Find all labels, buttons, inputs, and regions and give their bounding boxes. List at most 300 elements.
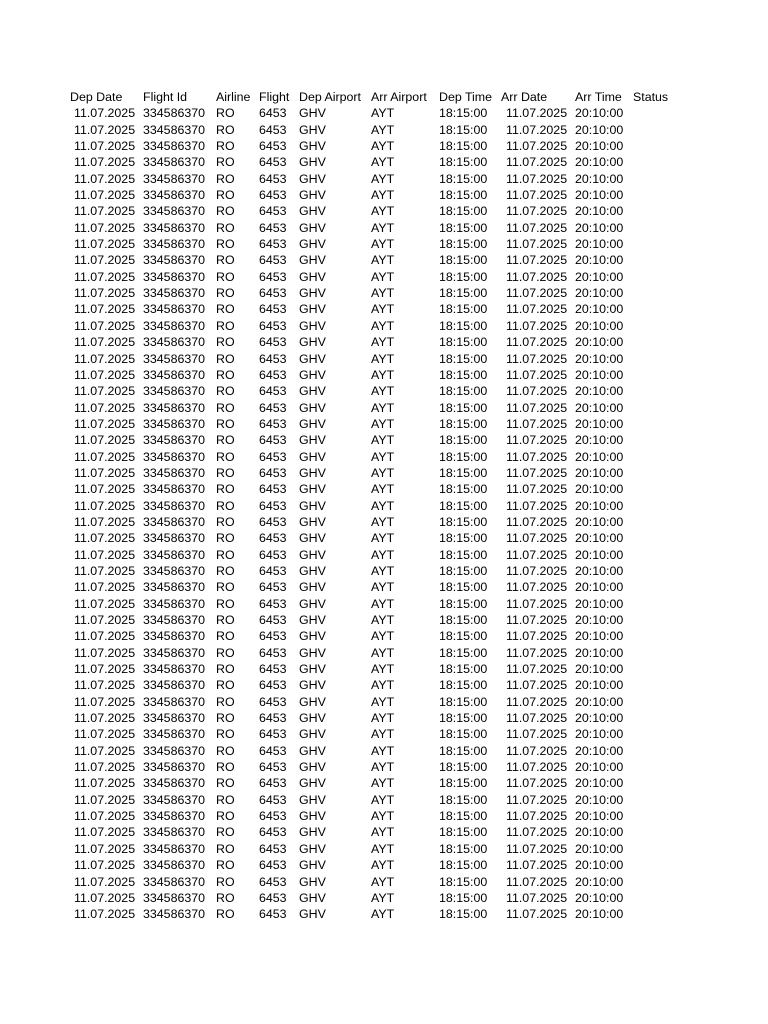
cell-flight: 6453 xyxy=(259,269,287,284)
cell-arr-date: 11.07.2025 xyxy=(506,809,568,824)
cell-dep-date: 11.07.2025 xyxy=(74,563,136,578)
cell-arr-date: 11.07.2025 xyxy=(506,449,568,464)
cell-dep-airport: GHV xyxy=(299,760,326,775)
cell-arr-date: 11.07.2025 xyxy=(506,874,568,889)
cell-arr-date: 11.07.2025 xyxy=(506,318,568,333)
cell-arr-date: 11.07.2025 xyxy=(506,188,568,203)
cell-airline: RO xyxy=(216,286,235,301)
cell-dep-time: 18:15:00 xyxy=(439,318,488,333)
table-row xyxy=(0,596,768,612)
cell-dep-airport: GHV xyxy=(299,858,326,873)
cell-dep-time: 18:15:00 xyxy=(439,122,488,137)
cell-dep-airport: GHV xyxy=(299,711,326,726)
cell-flight-id: 334586370 xyxy=(143,514,206,529)
cell-dep-time: 18:15:00 xyxy=(439,188,488,203)
cell-arr-date: 11.07.2025 xyxy=(506,253,568,268)
cell-arr-date: 11.07.2025 xyxy=(506,907,568,922)
cell-dep-airport: GHV xyxy=(299,302,326,317)
cell-flight-id: 334586370 xyxy=(143,678,206,693)
table-row xyxy=(0,530,768,546)
cell-flight-id: 334586370 xyxy=(143,727,206,742)
cell-arr-date: 11.07.2025 xyxy=(506,776,568,791)
cell-flight-id: 334586370 xyxy=(143,711,206,726)
cell-arr-airport: AYT xyxy=(371,613,395,627)
cell-dep-airport: GHV xyxy=(299,367,326,382)
cell-flight-id: 334586370 xyxy=(143,482,206,497)
cell-dep-date: 11.07.2025 xyxy=(74,694,136,709)
cell-dep-airport: GHV xyxy=(299,139,326,154)
cell-arr-airport: AYT xyxy=(371,351,395,366)
cell-arr-date: 11.07.2025 xyxy=(506,400,568,415)
cell-arr-airport: AYT xyxy=(371,155,395,170)
cell-arr-airport: AYT xyxy=(371,465,395,480)
table-row xyxy=(0,334,768,350)
cell-airline: RO xyxy=(216,465,235,480)
cell-dep-time: 18:15:00 xyxy=(439,874,488,889)
cell-arr-date: 11.07.2025 xyxy=(506,302,568,317)
cell-dep-airport: GHV xyxy=(299,792,326,807)
cell-arr-time: 20:10:00 xyxy=(575,596,624,611)
cell-dep-airport: GHV xyxy=(299,629,326,644)
cell-flight: 6453 xyxy=(259,253,287,268)
cell-arr-date: 11.07.2025 xyxy=(506,547,568,562)
cell-dep-time: 18:15:00 xyxy=(439,433,488,448)
cell-flight: 6453 xyxy=(259,465,287,480)
cell-arr-airport: AYT xyxy=(371,318,395,333)
table-row xyxy=(0,628,768,644)
cell-arr-airport: AYT xyxy=(371,629,395,644)
cell-dep-airport: GHV xyxy=(299,514,326,529)
table-row xyxy=(0,792,768,808)
cell-dep-airport: GHV xyxy=(299,171,326,186)
cell-dep-time: 18:15:00 xyxy=(439,694,488,709)
cell-arr-time: 20:10:00 xyxy=(575,727,624,742)
cell-arr-date: 11.07.2025 xyxy=(506,351,568,366)
cell-arr-date: 11.07.2025 xyxy=(506,841,568,856)
cell-dep-date: 11.07.2025 xyxy=(74,874,136,889)
cell-arr-date: 11.07.2025 xyxy=(506,433,568,448)
cell-flight-id: 334586370 xyxy=(143,694,206,709)
cell-flight: 6453 xyxy=(259,662,287,677)
table-row xyxy=(0,220,768,236)
cell-arr-airport: AYT xyxy=(371,416,395,431)
cell-arr-date: 11.07.2025 xyxy=(506,269,568,284)
cell-flight-id: 334586370 xyxy=(143,629,206,644)
cell-arr-time: 20:10:00 xyxy=(575,286,624,301)
cell-flight: 6453 xyxy=(259,563,287,578)
cell-arr-time: 20:10:00 xyxy=(575,613,624,627)
cell-dep-time: 18:15:00 xyxy=(439,711,488,726)
table-row xyxy=(0,481,768,497)
table-row xyxy=(0,710,768,726)
cell-arr-time: 20:10:00 xyxy=(575,760,624,775)
cell-dep-airport: GHV xyxy=(299,645,326,660)
cell-arr-time: 20:10:00 xyxy=(575,547,624,562)
cell-dep-date: 11.07.2025 xyxy=(74,400,136,415)
cell-arr-time: 20:10:00 xyxy=(575,433,624,448)
cell-arr-time: 20:10:00 xyxy=(575,694,624,709)
cell-arr-time: 20:10:00 xyxy=(575,302,624,317)
cell-flight-id: 334586370 xyxy=(143,188,206,203)
cell-flight-id: 334586370 xyxy=(143,449,206,464)
cell-flight-id: 334586370 xyxy=(143,547,206,562)
cell-flight-id: 334586370 xyxy=(143,825,206,840)
cell-airline: RO xyxy=(216,792,235,807)
cell-arr-time: 20:10:00 xyxy=(575,482,624,497)
cell-flight: 6453 xyxy=(259,711,287,726)
cell-dep-time: 18:15:00 xyxy=(439,171,488,186)
cell-dep-airport: GHV xyxy=(299,220,326,235)
header-arr-time: Arr Time xyxy=(575,90,622,104)
table-row xyxy=(0,906,768,922)
cell-airline: RO xyxy=(216,645,235,660)
cell-airline: RO xyxy=(216,269,235,284)
cell-airline: RO xyxy=(216,547,235,562)
cell-flight-id: 334586370 xyxy=(143,809,206,824)
cell-flight-id: 334586370 xyxy=(143,563,206,578)
cell-arr-airport: AYT xyxy=(371,367,395,382)
cell-dep-airport: GHV xyxy=(299,563,326,578)
cell-dep-time: 18:15:00 xyxy=(439,727,488,742)
cell-flight-id: 334586370 xyxy=(143,465,206,480)
table-row xyxy=(0,808,768,824)
table-row xyxy=(0,236,768,252)
cell-dep-date: 11.07.2025 xyxy=(74,171,136,186)
cell-dep-time: 18:15:00 xyxy=(439,335,488,350)
cell-dep-date: 11.07.2025 xyxy=(74,841,136,856)
cell-dep-date: 11.07.2025 xyxy=(74,139,136,154)
cell-arr-time: 20:10:00 xyxy=(575,384,624,399)
cell-arr-airport: AYT xyxy=(371,792,395,807)
cell-flight: 6453 xyxy=(259,106,287,121)
cell-arr-date: 11.07.2025 xyxy=(506,792,568,807)
cell-flight: 6453 xyxy=(259,204,287,219)
cell-flight-id: 334586370 xyxy=(143,171,206,186)
cell-arr-airport: AYT xyxy=(371,563,395,578)
cell-dep-time: 18:15:00 xyxy=(439,449,488,464)
table-body xyxy=(0,105,768,922)
cell-arr-time: 20:10:00 xyxy=(575,743,624,758)
cell-flight: 6453 xyxy=(259,514,287,529)
cell-dep-airport: GHV xyxy=(299,580,326,595)
cell-dep-time: 18:15:00 xyxy=(439,253,488,268)
cell-flight-id: 334586370 xyxy=(143,237,206,252)
cell-flight: 6453 xyxy=(259,400,287,415)
cell-flight-id: 334586370 xyxy=(143,662,206,677)
cell-arr-time: 20:10:00 xyxy=(575,171,624,186)
cell-dep-airport: GHV xyxy=(299,204,326,219)
cell-dep-airport: GHV xyxy=(299,907,326,922)
cell-airline: RO xyxy=(216,809,235,824)
cell-flight-id: 334586370 xyxy=(143,351,206,366)
cell-dep-airport: GHV xyxy=(299,694,326,709)
cell-arr-time: 20:10:00 xyxy=(575,106,624,121)
cell-arr-airport: AYT xyxy=(371,890,395,905)
table-row xyxy=(0,269,768,285)
cell-arr-airport: AYT xyxy=(371,220,395,235)
cell-arr-time: 20:10:00 xyxy=(575,514,624,529)
table-row xyxy=(0,579,768,595)
header-dep-date: Dep Date xyxy=(70,90,123,104)
cell-flight-id: 334586370 xyxy=(143,139,206,154)
cell-dep-time: 18:15:00 xyxy=(439,547,488,562)
cell-flight-id: 334586370 xyxy=(143,596,206,611)
cell-dep-airport: GHV xyxy=(299,318,326,333)
table-row xyxy=(0,612,768,628)
cell-arr-airport: AYT xyxy=(371,449,395,464)
cell-arr-time: 20:10:00 xyxy=(575,253,624,268)
table-row xyxy=(0,661,768,677)
table-row xyxy=(0,775,768,791)
table-row xyxy=(0,824,768,840)
cell-airline: RO xyxy=(216,874,235,889)
cell-dep-time: 18:15:00 xyxy=(439,498,488,513)
cell-arr-time: 20:10:00 xyxy=(575,776,624,791)
cell-airline: RO xyxy=(216,449,235,464)
cell-arr-time: 20:10:00 xyxy=(575,367,624,382)
cell-dep-time: 18:15:00 xyxy=(439,220,488,235)
cell-arr-airport: AYT xyxy=(371,825,395,840)
cell-flight: 6453 xyxy=(259,874,287,889)
cell-dep-time: 18:15:00 xyxy=(439,890,488,905)
cell-arr-airport: AYT xyxy=(371,139,395,154)
cell-airline: RO xyxy=(216,122,235,137)
cell-dep-airport: GHV xyxy=(299,841,326,856)
cell-airline: RO xyxy=(216,907,235,922)
cell-arr-time: 20:10:00 xyxy=(575,498,624,513)
cell-arr-time: 20:10:00 xyxy=(575,858,624,873)
cell-arr-date: 11.07.2025 xyxy=(506,890,568,905)
cell-flight-id: 334586370 xyxy=(143,433,206,448)
cell-flight: 6453 xyxy=(259,890,287,905)
cell-airline: RO xyxy=(216,858,235,873)
cell-dep-time: 18:15:00 xyxy=(439,302,488,317)
cell-dep-airport: GHV xyxy=(299,809,326,824)
cell-arr-date: 11.07.2025 xyxy=(506,613,568,627)
cell-arr-time: 20:10:00 xyxy=(575,890,624,905)
cell-dep-time: 18:15:00 xyxy=(439,384,488,399)
cell-arr-date: 11.07.2025 xyxy=(506,743,568,758)
cell-flight: 6453 xyxy=(259,809,287,824)
cell-dep-date: 11.07.2025 xyxy=(74,809,136,824)
cell-arr-airport: AYT xyxy=(371,694,395,709)
table-row xyxy=(0,400,768,416)
cell-arr-time: 20:10:00 xyxy=(575,629,624,644)
table-row xyxy=(0,154,768,170)
cell-dep-time: 18:15:00 xyxy=(439,269,488,284)
cell-flight-id: 334586370 xyxy=(143,106,206,121)
cell-arr-date: 11.07.2025 xyxy=(506,204,568,219)
table-row xyxy=(0,874,768,890)
cell-dep-date: 11.07.2025 xyxy=(74,645,136,660)
cell-arr-time: 20:10:00 xyxy=(575,122,624,137)
cell-airline: RO xyxy=(216,580,235,595)
cell-arr-time: 20:10:00 xyxy=(575,318,624,333)
cell-dep-date: 11.07.2025 xyxy=(74,122,136,137)
cell-dep-time: 18:15:00 xyxy=(439,563,488,578)
cell-dep-time: 18:15:00 xyxy=(439,792,488,807)
table-row xyxy=(0,677,768,693)
cell-flight: 6453 xyxy=(259,580,287,595)
table-row xyxy=(0,187,768,203)
cell-airline: RO xyxy=(216,629,235,644)
cell-dep-date: 11.07.2025 xyxy=(74,269,136,284)
table-row xyxy=(0,432,768,448)
cell-flight-id: 334586370 xyxy=(143,204,206,219)
cell-dep-time: 18:15:00 xyxy=(439,400,488,415)
cell-dep-date: 11.07.2025 xyxy=(74,858,136,873)
cell-arr-date: 11.07.2025 xyxy=(506,286,568,301)
table-row xyxy=(0,547,768,563)
cell-dep-airport: GHV xyxy=(299,890,326,905)
cell-dep-date: 11.07.2025 xyxy=(74,433,136,448)
cell-dep-airport: GHV xyxy=(299,286,326,301)
cell-flight: 6453 xyxy=(259,727,287,742)
cell-dep-airport: GHV xyxy=(299,400,326,415)
cell-dep-time: 18:15:00 xyxy=(439,106,488,121)
cell-airline: RO xyxy=(216,318,235,333)
cell-arr-time: 20:10:00 xyxy=(575,825,624,840)
cell-arr-date: 11.07.2025 xyxy=(506,220,568,235)
cell-dep-airport: GHV xyxy=(299,596,326,611)
cell-arr-time: 20:10:00 xyxy=(575,711,624,726)
cell-arr-time: 20:10:00 xyxy=(575,678,624,693)
cell-arr-airport: AYT xyxy=(371,727,395,742)
cell-dep-date: 11.07.2025 xyxy=(74,449,136,464)
cell-dep-time: 18:15:00 xyxy=(439,662,488,677)
cell-flight-id: 334586370 xyxy=(143,155,206,170)
header-dep-airport: Dep Airport xyxy=(299,90,361,104)
cell-flight-id: 334586370 xyxy=(143,792,206,807)
cell-dep-date: 11.07.2025 xyxy=(74,890,136,905)
header-dep-time: Dep Time xyxy=(439,90,493,104)
cell-arr-time: 20:10:00 xyxy=(575,351,624,366)
cell-dep-date: 11.07.2025 xyxy=(74,743,136,758)
cell-dep-airport: GHV xyxy=(299,106,326,121)
cell-airline: RO xyxy=(216,694,235,709)
cell-arr-time: 20:10:00 xyxy=(575,645,624,660)
cell-flight: 6453 xyxy=(259,547,287,562)
cell-flight: 6453 xyxy=(259,433,287,448)
cell-dep-airport: GHV xyxy=(299,384,326,399)
cell-flight-id: 334586370 xyxy=(143,416,206,431)
cell-dep-time: 18:15:00 xyxy=(439,841,488,856)
cell-dep-date: 11.07.2025 xyxy=(74,384,136,399)
cell-dep-airport: GHV xyxy=(299,678,326,693)
cell-dep-date: 11.07.2025 xyxy=(74,204,136,219)
cell-dep-date: 11.07.2025 xyxy=(74,498,136,513)
cell-arr-time: 20:10:00 xyxy=(575,269,624,284)
cell-airline: RO xyxy=(216,384,235,399)
cell-airline: RO xyxy=(216,482,235,497)
cell-airline: RO xyxy=(216,171,235,186)
cell-flight-id: 334586370 xyxy=(143,498,206,513)
cell-arr-airport: AYT xyxy=(371,874,395,889)
cell-dep-date: 11.07.2025 xyxy=(74,335,136,350)
cell-flight-id: 334586370 xyxy=(143,253,206,268)
header-flight-id: Flight Id xyxy=(143,90,188,104)
cell-flight: 6453 xyxy=(259,776,287,791)
cell-airline: RO xyxy=(216,106,235,121)
cell-arr-airport: AYT xyxy=(371,498,395,513)
cell-flight: 6453 xyxy=(259,188,287,203)
cell-dep-date: 11.07.2025 xyxy=(74,825,136,840)
cell-flight-id: 334586370 xyxy=(143,122,206,137)
flight-table xyxy=(0,89,768,923)
cell-flight-id: 334586370 xyxy=(143,874,206,889)
cell-arr-time: 20:10:00 xyxy=(575,400,624,415)
cell-arr-date: 11.07.2025 xyxy=(506,155,568,170)
cell-dep-time: 18:15:00 xyxy=(439,155,488,170)
cell-flight-id: 334586370 xyxy=(143,890,206,905)
table-row xyxy=(0,743,768,759)
cell-dep-date: 11.07.2025 xyxy=(74,253,136,268)
cell-arr-airport: AYT xyxy=(371,286,395,301)
cell-dep-airport: GHV xyxy=(299,122,326,137)
cell-dep-date: 11.07.2025 xyxy=(74,220,136,235)
table-row xyxy=(0,416,768,432)
cell-dep-date: 11.07.2025 xyxy=(74,302,136,317)
header-arr-date: Arr Date xyxy=(501,90,548,104)
cell-airline: RO xyxy=(216,139,235,154)
cell-flight-id: 334586370 xyxy=(143,760,206,775)
cell-arr-airport: AYT xyxy=(371,482,395,497)
cell-flight-id: 334586370 xyxy=(143,907,206,922)
cell-arr-airport: AYT xyxy=(371,841,395,856)
cell-arr-airport: AYT xyxy=(371,253,395,268)
cell-airline: RO xyxy=(216,220,235,235)
cell-flight: 6453 xyxy=(259,629,287,644)
cell-flight-id: 334586370 xyxy=(143,743,206,758)
cell-dep-time: 18:15:00 xyxy=(439,482,488,497)
cell-dep-time: 18:15:00 xyxy=(439,776,488,791)
cell-airline: RO xyxy=(216,760,235,775)
cell-arr-time: 20:10:00 xyxy=(575,465,624,480)
cell-flight-id: 334586370 xyxy=(143,286,206,301)
cell-dep-airport: GHV xyxy=(299,547,326,562)
cell-arr-date: 11.07.2025 xyxy=(506,514,568,529)
cell-dep-time: 18:15:00 xyxy=(439,204,488,219)
cell-dep-airport: GHV xyxy=(299,335,326,350)
table-row xyxy=(0,171,768,187)
cell-dep-time: 18:15:00 xyxy=(439,351,488,366)
cell-dep-time: 18:15:00 xyxy=(439,580,488,595)
cell-arr-date: 11.07.2025 xyxy=(506,678,568,693)
cell-dep-airport: GHV xyxy=(299,776,326,791)
cell-flight-id: 334586370 xyxy=(143,220,206,235)
cell-arr-time: 20:10:00 xyxy=(575,580,624,595)
header-status: Status xyxy=(633,90,669,104)
cell-arr-date: 11.07.2025 xyxy=(506,122,568,137)
cell-dep-date: 11.07.2025 xyxy=(74,318,136,333)
cell-dep-airport: GHV xyxy=(299,449,326,464)
cell-arr-time: 20:10:00 xyxy=(575,874,624,889)
table-row xyxy=(0,138,768,154)
table-row xyxy=(0,383,768,399)
cell-dep-date: 11.07.2025 xyxy=(74,416,136,431)
cell-dep-time: 18:15:00 xyxy=(439,743,488,758)
cell-arr-date: 11.07.2025 xyxy=(506,727,568,742)
cell-flight-id: 334586370 xyxy=(143,580,206,595)
cell-flight: 6453 xyxy=(259,792,287,807)
cell-dep-date: 11.07.2025 xyxy=(74,776,136,791)
cell-airline: RO xyxy=(216,776,235,791)
cell-arr-time: 20:10:00 xyxy=(575,792,624,807)
cell-dep-date: 11.07.2025 xyxy=(74,580,136,595)
table-row xyxy=(0,285,768,301)
cell-dep-date: 11.07.2025 xyxy=(74,351,136,366)
cell-flight: 6453 xyxy=(259,318,287,333)
